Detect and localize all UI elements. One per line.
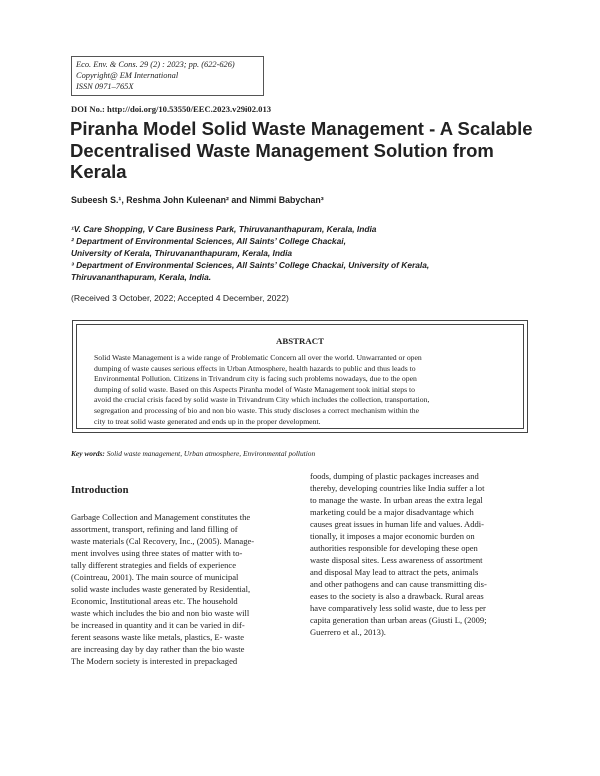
body-line: and disposal May lead to attract the pets, animals [310,567,479,577]
body-line: have comparatively less solid waste, due to less per [310,603,486,613]
body-line: to manage the waste. In urban areas the extra legal [310,495,483,505]
introduction-heading: Introduction [71,485,129,496]
body-line: marketing could be a major disadvantage which [310,507,474,517]
body-line: are increasing day by day rather than the bio waste [71,644,245,654]
body-line: authorities responsible for developing these open [310,543,478,553]
keywords-text: Solid waste management, Urban atmosphere, Environmental pollution [104,449,316,458]
affiliation-line: Thiruvananthapuram, Kerala, India. [71,272,212,282]
body-line: eases to the society is also a drawback. Rural areas [310,591,484,601]
body-column-left [71,511,296,667]
paper-title [70,118,540,183]
journal-citation-line: Eco. Env. & Cons. 29 (2) : 2023; pp. (622-626) [76,60,235,69]
abstract-line: city to treat solid waste generated and ends up in the proper development. [94,416,321,426]
affiliation-line: ¹V. Care Shopping, V Care Business Park, Thiruvananthapuram, Kerala, India [71,224,377,234]
body-line: and other pathogens and can cause transmitting dis- [310,579,487,589]
body-line: (Cointreau, 2001). The main source of municipal [71,572,239,582]
abstract-inner-frame [76,324,524,429]
author-list: Subeesh S.¹, Reshma John Kuleenan² and Nimmi Babychan³ [71,195,324,205]
affiliation-line: ² Department of Environmental Sciences, All Saints’ College Chackai, [71,236,346,246]
abstract-line: Environmental Pollution. Citizens in Trivandrum city is facing such problems nowadays, due to the open [94,374,417,384]
paper-title-line: Kerala [70,161,127,182]
body-line: capita generation than urban areas (Giusti L, (2009; [310,615,487,625]
body-line: ferent seasons waste like metals, plastics, E- waste [71,632,245,642]
body-line: Economic, Institutional areas etc. The household [71,596,238,606]
keywords-label: Key words: [71,449,105,458]
body-line: The Modern society is interested in prepackaged [71,656,238,666]
abstract-line: dumping of waste causes serious effects in Urban Atmosphere, health hazards to public and thus leads to [94,363,416,373]
body-column-right [310,470,535,638]
body-line: ment involves using three states of matter with to- [71,548,243,558]
paper-title-line: Decentralised Waste Management Solution from [70,139,494,161]
abstract-body [94,353,514,427]
affiliations [71,223,541,283]
keywords [71,449,315,458]
body-line: tally different strategies and fields of experience [71,560,237,570]
affiliation-line: ³ Department of Environmental Sciences, All Saints’ College Chackai, University of Kerala, [71,260,430,270]
abstract-heading: ABSTRACT [276,336,324,346]
abstract-line: avoid the crucial crisis faced by solid waste in Trivandrum City which includes the collection, transportation, [94,395,430,405]
abstract-box [72,320,528,433]
body-line: assortment, transport, refining and land filling of [71,524,238,534]
abstract-line: segregation and processing of bio and non bio waste. This study discloses a correct mechanism within the [94,405,420,415]
abstract-line: Solid Waste Management is a wide range of Problematic Concern all over the world. Unwarranted or open [94,353,422,362]
body-line: waste which includes the bio and non bio waste will [71,608,250,618]
body-line: waste disposal sites. Less awareness of assortment [310,555,483,565]
body-line: tionally, it imposes a major economic burden on [310,531,475,541]
body-line: solid waste includes waste generated by Residential, [71,584,251,594]
body-line: foods, dumping of plastic packages increases and [310,471,479,481]
body-line: Garbage Collection and Management constitutes the [71,512,251,522]
paper-title-line: Piranha Model Solid Waste Management - A Scalable [70,118,533,139]
body-line: waste materials (Cal Recovery, Inc., (2005). Manage- [71,536,255,546]
doi-line[interactable]: DOI No.: http://doi.org/10.53550/EEC.2023.v29i02.013 [71,104,272,114]
journal-copyright-line: Copyright@ EM International [76,71,179,80]
abstract-line: dumping of solid waste. Based on this Aspects Piranha model of Waste Management took initial steps to [94,384,415,394]
received-accepted-dates: (Received 3 October, 2022; Accepted 4 December, 2022) [71,293,289,303]
body-line: be increased in quantity and it can be varied in dif- [71,620,245,630]
body-line: Guerrero et al., 2013). [310,627,386,637]
affiliation-line: University of Kerala, Thiruvananthapuram, Kerala, India [71,248,293,258]
body-line: thereby, developing countries like India suffer a lot [310,483,485,493]
journal-citation-box [71,56,264,96]
journal-issn-line: ISSN 0971–765X [76,82,134,91]
body-line: causes great issues in human life and values. Addi- [310,519,484,529]
